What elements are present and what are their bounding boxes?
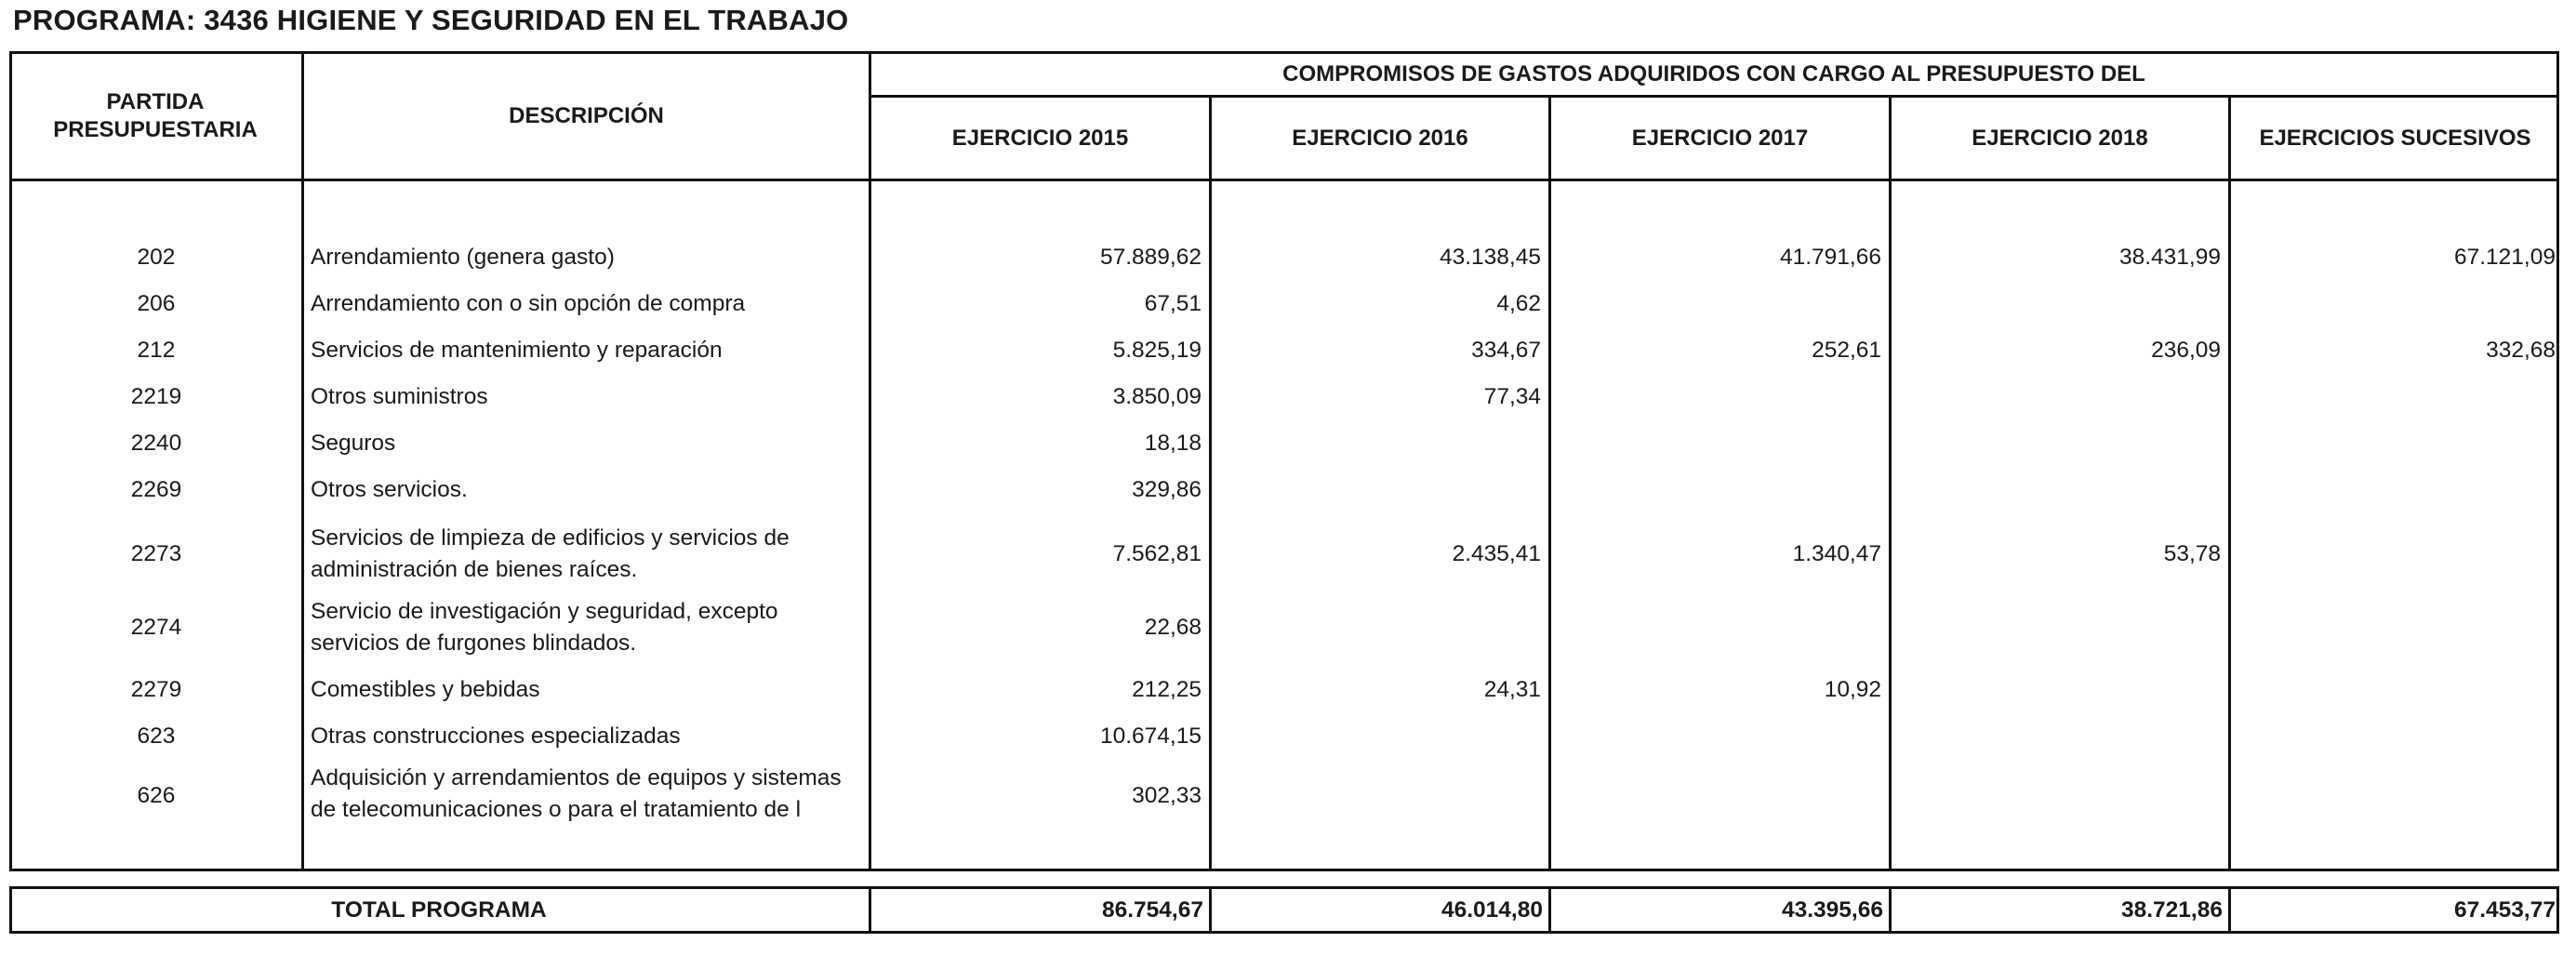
row-code: 2279 <box>130 677 182 702</box>
value-sucesivos: 67.121,09 <box>2454 245 2556 270</box>
row-code: 2269 <box>130 477 182 502</box>
row-code: 2273 <box>130 541 182 566</box>
value-2015: 302,33 <box>1132 783 1202 808</box>
row-description: Otros servicios. <box>311 477 468 502</box>
value-2016: 24,31 <box>1483 677 1541 702</box>
total-2015: 86.754,67 <box>1102 896 1203 923</box>
row-code: 626 <box>137 783 176 808</box>
header-compromisos: COMPROMISOS DE GASTOS ADQUIRIDOS CON CARGO AL PRESUPUESTO DEL <box>1282 61 2145 86</box>
header-descripcion: DESCRIPCIÓN <box>509 103 664 128</box>
value-2015: 18,18 <box>1144 431 1202 456</box>
row-description: Otros suministros <box>311 384 488 409</box>
row-description: Adquisición y arrendamientos de equipos y sistemas de telecomunicaciones o para el tratamiento de l <box>311 765 842 822</box>
header-year-2015: EJERCICIO 2015 <box>951 125 1129 151</box>
value-2016: 77,34 <box>1483 384 1541 409</box>
row-description: Seguros <box>311 431 396 456</box>
row-description: Servicio de investigación y seguridad, excepto servicios de furgones blindados. <box>311 599 778 656</box>
page-title: PROGRAMA: 3436 HIGIENE Y SEGURIDAD EN EL TRABAJO <box>13 4 849 36</box>
value-2017: 1.340,47 <box>1792 541 1881 566</box>
row-code: 623 <box>137 724 176 749</box>
value-2015: 22,68 <box>1144 615 1202 640</box>
column-divider <box>1209 95 1212 871</box>
total-2017: 43.395,66 <box>1782 896 1883 923</box>
value-2016: 334,67 <box>1471 338 1541 363</box>
value-2015: 57.889,62 <box>1100 245 1202 270</box>
row-description: Arrendamiento (genera gasto) <box>311 245 615 270</box>
row-code: 212 <box>137 338 176 363</box>
column-divider <box>1889 95 1892 871</box>
value-2018: 236,09 <box>2151 338 2221 363</box>
header-sucesivos: EJERCICIOS SUCESIVOS <box>2259 125 2531 151</box>
header-bottom-rule <box>9 179 2559 181</box>
total-sucesivos: 67.453,77 <box>2454 896 2556 923</box>
row-code: 2274 <box>130 615 182 640</box>
row-code: 2219 <box>130 384 182 409</box>
value-2017: 10,92 <box>1824 677 1881 702</box>
value-2018: 53,78 <box>2163 541 2221 566</box>
row-code: 2240 <box>130 431 182 456</box>
row-description: Servicios de limpieza de edificios y servicios de administración de bienes raíces. <box>311 525 790 582</box>
value-2017: 41.791,66 <box>1780 245 1881 270</box>
header-year-2018: EJERCICIO 2018 <box>1972 125 2148 151</box>
header-year-2016: EJERCICIO 2016 <box>1292 125 1468 151</box>
value-2015: 7.562,81 <box>1112 541 1202 566</box>
value-2018: 38.431,99 <box>2119 245 2221 270</box>
value-2016: 2.435,41 <box>1452 541 1541 566</box>
row-description: Comestibles y bebidas <box>311 677 540 702</box>
value-2017: 252,61 <box>1812 338 1881 363</box>
value-2015: 212,25 <box>1132 677 1202 702</box>
row-code: 206 <box>137 291 176 316</box>
total-label: TOTAL PROGRAMA <box>331 896 547 923</box>
header-partida: PARTIDA PRESUPUESTARIA <box>53 89 258 142</box>
row-description: Otras construcciones especializadas <box>311 724 681 749</box>
column-divider <box>2228 95 2231 871</box>
total-2018: 38.721,86 <box>2121 896 2223 923</box>
value-2015: 3.850,09 <box>1112 384 1202 409</box>
header-year-2017: EJERCICIO 2017 <box>1631 125 1809 151</box>
value-sucesivos: 332,68 <box>2486 338 2556 363</box>
row-description: Arrendamiento con o sin opción de compra <box>311 291 746 316</box>
row-description: Servicios de mantenimiento y reparación <box>311 338 723 363</box>
total-2016: 46.014,80 <box>1441 896 1543 923</box>
value-2015: 67,51 <box>1144 291 1202 316</box>
value-2016: 4,62 <box>1496 291 1541 316</box>
value-2015: 5.825,19 <box>1112 338 1202 363</box>
value-2016: 43.138,45 <box>1440 245 1541 270</box>
row-code: 202 <box>137 245 176 270</box>
column-divider <box>1548 95 1551 871</box>
value-2015: 329,86 <box>1132 477 1202 502</box>
value-2015: 10.674,15 <box>1100 724 1202 749</box>
